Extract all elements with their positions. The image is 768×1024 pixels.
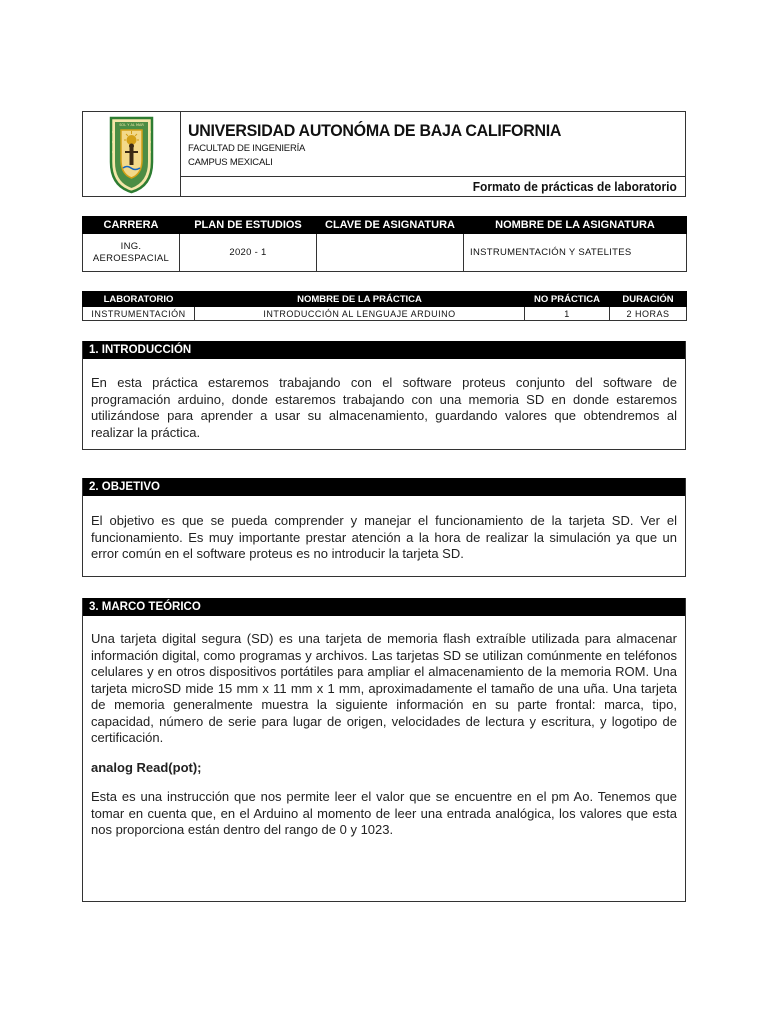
column-header-asignatura: NOMBRE DE LA ASIGNATURA — [464, 217, 687, 234]
section-body — [91, 631, 677, 839]
practice-info-table — [82, 291, 687, 321]
section-body — [91, 513, 677, 563]
table-header-row — [83, 292, 687, 307]
column-header-duracion: DURACIÓN — [610, 292, 687, 307]
theory-paragraph-2: Esta es una instrucción que nos permite leer el valor que se encuentre en el pm Ao. Tenemos que tomar en cuenta que, en el Arduino al momento de leer una entrada analógica, los valores que esta nos proporciona están dentro del rango de 0 y 1023. — [91, 789, 677, 837]
cell-clave — [317, 234, 464, 272]
course-info-table — [82, 216, 687, 272]
table-header-row — [83, 217, 687, 234]
faculty-name: FACULTAD DE INGENIERÍA — [188, 143, 306, 154]
objective-text: El objetivo es que se pueda comprender y manejar el funcionamiento de la tarjeta SD. Ver el funcionamiento. Es muy importante prestar atención a la hora de realizar la simulación ya que un error común en el software proteus es no introducir la tarjeta SD. — [91, 513, 677, 561]
cell-no-practica: 1 — [525, 307, 610, 321]
column-header-clave: CLAVE DE ASIGNATURA — [317, 217, 464, 234]
intro-text: En esta práctica estaremos trabajando con el software proteus conjunto del software de programación arduino, donde estaremos trabajando con una memoria SD en donde estaremos utilizándose para aprender a usar su almacenamiento, guardando valores que obtendremos al realizar la práctica. — [91, 375, 677, 440]
cell-laboratorio: INSTRUMENTACIÓN — [83, 307, 195, 321]
section-introduccion — [82, 341, 686, 450]
svg-text:SOL Y AL MAR: SOL Y AL MAR — [119, 123, 144, 127]
column-header-carrera: CARRERA — [83, 217, 180, 234]
theory-subheading: analog Read(pot); — [91, 759, 202, 775]
column-header-plan: PLAN DE ESTUDIOS — [180, 217, 317, 234]
university-seal-cell — [83, 112, 181, 196]
section-marco-teorico — [82, 598, 686, 902]
cell-plan: 2020 - 1 — [180, 234, 317, 272]
section-title: 1. INTRODUCCIÓN — [83, 341, 685, 359]
table-row — [83, 234, 687, 272]
section-title: 3. MARCO TEÓRICO — [83, 598, 685, 616]
cell-nombre-practica: INTRODUCCIÓN AL LENGUAJE ARDUINO — [195, 307, 525, 321]
table-row — [83, 307, 687, 321]
section-objetivo — [82, 478, 686, 577]
cell-asignatura: INSTRUMENTACIÓN Y SATELITES — [464, 234, 687, 272]
header-box — [82, 111, 686, 197]
cell-duracion: 2 HORAS — [610, 307, 687, 321]
cell-carrera: ING. AEROESPACIAL — [83, 234, 180, 272]
section-title: 2. OBJETIVO — [83, 478, 685, 496]
theory-paragraph-1: Una tarjeta digital segura (SD) es una tarjeta de memoria flash extraíble utilizada para almacenar información digital, como programas y archivos. Las tarjetas SD se utilizan comúnmente en teléfonos celulares y en otros dispositivos portátiles para ampliar el almacenamiento de la memoria ROM. Una tarjeta microSD mide 15 mm x 11 mm x 1 mm, aproximadamente el tamaño de una uña. Una tarjeta de memoria generalmente muestra la siguiente información en su parte frontal: marca, tipo, capacidad, número de serie para lugar de origen, velocidades de lectura y escritura, y logotipo de certificación. — [91, 631, 677, 745]
university-name: UNIVERSIDAD AUTONÓMA DE BAJA CALIFORNIA — [188, 121, 562, 140]
campus-name: CAMPUS MEXICALI — [188, 157, 273, 168]
header-divider — [180, 176, 685, 177]
column-header-nombre-practica: NOMBRE DE LA PRÁCTICA — [195, 292, 525, 307]
section-body — [91, 375, 677, 441]
university-seal-logo — [83, 112, 180, 196]
format-title: Formato de prácticas de laboratorio — [472, 179, 677, 194]
column-header-no-practica: NO PRÁCTICA — [525, 292, 610, 307]
column-header-laboratorio: LABORATORIO — [83, 292, 195, 307]
